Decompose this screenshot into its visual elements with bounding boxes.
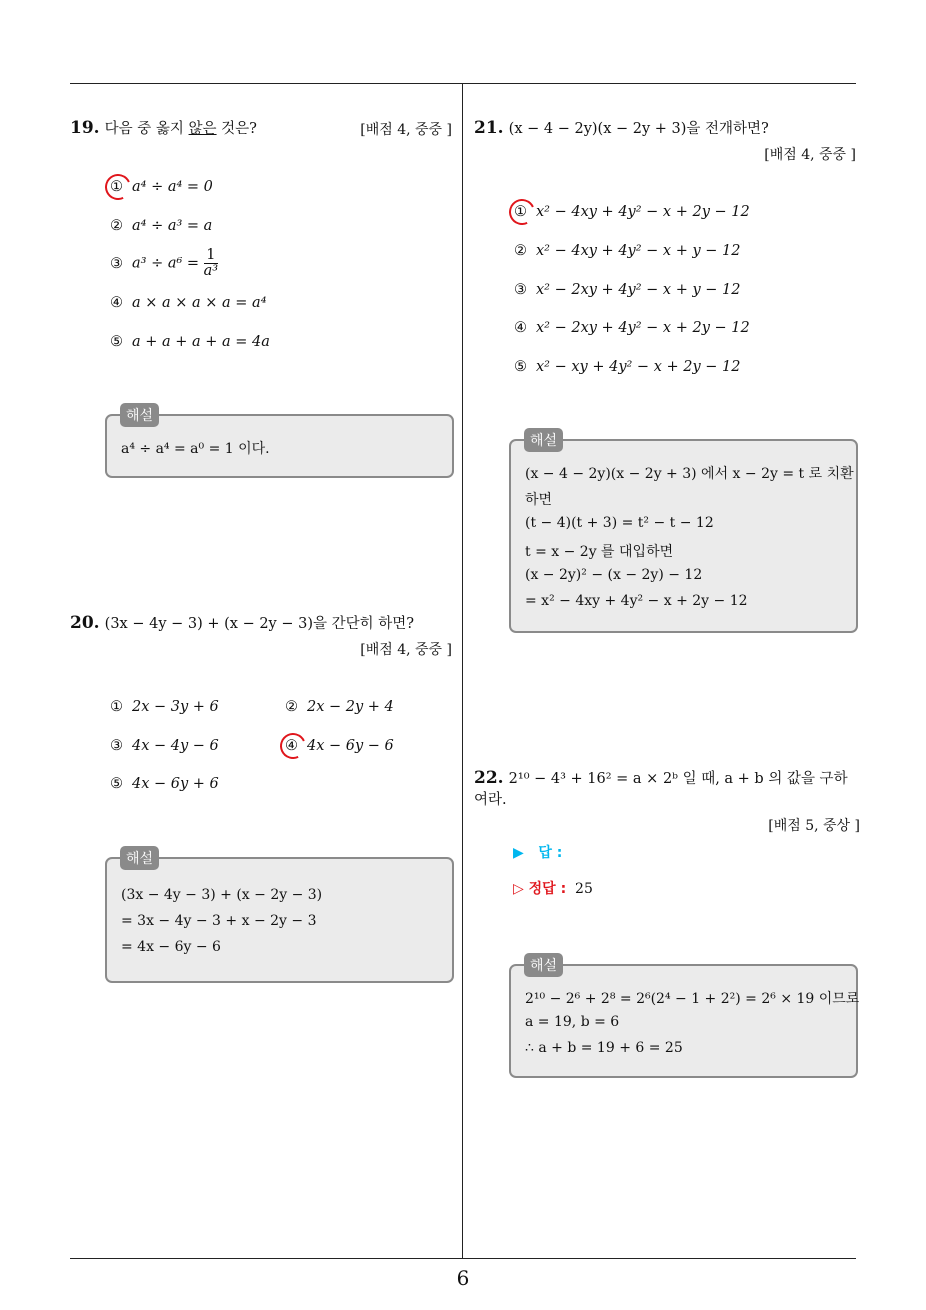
q19-option-1[interactable]: ① a⁴ ÷ a⁴ = 0: [110, 179, 213, 195]
q20-explanation-box: [105, 857, 454, 983]
option-marker: ④: [110, 295, 123, 311]
option-marker: ④: [514, 320, 527, 336]
option-marker: ⑤: [110, 776, 123, 792]
option-marker: ②: [110, 218, 123, 234]
correct-answer-value: 25: [575, 881, 593, 897]
option-marker: ②: [285, 699, 298, 715]
question-text: (3x − 4y − 3) + (x − 2y − 3)을 간단히 하면?: [104, 616, 415, 632]
explanation-line: 하면: [525, 492, 553, 508]
explanation-line: ∴ a + b = 19 + 6 = 25: [525, 1040, 683, 1056]
score-meta: [배점 5, 중상 ]: [768, 818, 860, 834]
q20-option-1[interactable]: ① 2x − 3y + 6: [110, 699, 219, 715]
explanation-line: a⁴ ÷ a⁴ = a⁰ = 1 이다.: [121, 441, 270, 457]
score-meta: [배점 4, 중중 ]: [764, 147, 856, 163]
explanation-line: (x − 4 − 2y)(x − 2y + 3) 에서 x − 2y = t 로 치환: [525, 466, 854, 482]
explanation-tag: 해설: [120, 403, 159, 427]
question-text: (x − 4 − 2y)(x − 2y + 3)을 전개하면?: [508, 121, 769, 137]
q21-header: [474, 117, 856, 164]
q22-explanation-box: [509, 964, 858, 1078]
option-marker: ①: [110, 699, 123, 715]
q19-option-3[interactable]: ③ a³ ÷ a⁶ = $\frac{1}{\text{a³}}$: [110, 247, 219, 279]
top-rule: [70, 83, 856, 84]
explanation-line: = x² − 4xy + 4y² − x + 2y − 12: [525, 593, 748, 609]
score-meta: [배점 4, 중중 ]: [360, 642, 452, 658]
q19-header: [70, 117, 452, 138]
q20-option-2[interactable]: ② 2x − 2y + 4: [285, 699, 394, 715]
explanation-tag: 해설: [120, 846, 159, 870]
q22-header: [474, 767, 860, 835]
selected-circle-mark: [505, 195, 538, 228]
explanation-line: 2¹⁰ − 2⁶ + 2⁸ = 2⁶(2⁴ − 1 + 2²) = 2⁶ × 19 이므로: [525, 991, 860, 1007]
question-text: 2¹⁰ − 4³ + 16² = a × 2ᵇ 일 때, a + b 의 값을 구하여라.: [474, 771, 848, 808]
option-marker: ①: [514, 204, 536, 220]
q21-option-2[interactable]: ② x² − 4xy + 4y² − x + y − 12: [514, 243, 741, 259]
correct-answer-label: ▷ 정답 : 25: [513, 881, 593, 897]
fraction: $\frac{1}{\text{a³}}$: [203, 247, 219, 279]
question-text: 다음 중 옳지 않은 것은?: [104, 121, 257, 137]
page-number: 6: [456, 1266, 470, 1290]
explanation-line: (3x − 4y − 3) + (x − 2y − 3): [121, 887, 323, 903]
question-number: 19.: [70, 118, 100, 138]
explanation-line: a = 19, b = 6: [525, 1014, 620, 1030]
explanation-line: (t − 4)(t + 3) = t² − t − 12: [525, 515, 714, 531]
q21-option-4[interactable]: ④ x² − 2xy + 4y² − x + 2y − 12: [514, 320, 750, 336]
option-marker: ②: [514, 243, 527, 259]
score-meta: [배점 4, 중중 ]: [360, 122, 452, 138]
selected-circle-mark: [101, 170, 134, 203]
q21-option-3[interactable]: ③ x² − 2xy + 4y² − x + y − 12: [514, 282, 741, 298]
q20-option-4[interactable]: ④ 4x − 6y − 6: [285, 738, 394, 754]
option-marker: ④: [285, 738, 307, 754]
selected-circle-mark: [276, 729, 309, 762]
q21-option-5[interactable]: ⑤ x² − xy + 4y² − x + 2y − 12: [514, 359, 741, 375]
q20-option-5[interactable]: ⑤ 4x − 6y + 6: [110, 776, 219, 792]
option-marker: ⑤: [110, 334, 123, 350]
q19-option-5[interactable]: ⑤ a + a + a + a = 4a: [110, 334, 270, 350]
q19-option-4[interactable]: ④ a × a × a × a = a⁴: [110, 295, 267, 311]
explanation-line: = 3x − 4y − 3 + x − 2y − 3: [121, 913, 317, 929]
q20-option-3[interactable]: ③ 4x − 4y − 6: [110, 738, 219, 754]
explanation-line: = 4x − 6y − 6: [121, 939, 221, 955]
q21-option-1[interactable]: ① x² − 4xy + 4y² − x + 2y − 12: [514, 204, 750, 220]
q21-explanation-box: [509, 439, 858, 633]
explanation-line: (x − 2y)² − (x − 2y) − 12: [525, 567, 703, 583]
explanation-tag: 해설: [524, 428, 563, 452]
question-number: 22.: [474, 768, 504, 788]
q20-header: [70, 612, 452, 659]
option-marker: ③: [110, 738, 123, 754]
option-marker: ①: [110, 179, 132, 195]
q19-option-2[interactable]: ② a⁴ ÷ a³ = a: [110, 218, 213, 234]
bottom-rule: [70, 1258, 856, 1259]
option-marker: ③: [514, 282, 527, 298]
explanation-line: t = x − 2y 를 대입하면: [525, 544, 674, 560]
question-number: 20.: [70, 613, 100, 633]
answer-input-label[interactable]: ▶ 답 :: [513, 845, 563, 861]
question-number: 21.: [474, 118, 504, 138]
option-marker: ③: [110, 255, 123, 272]
column-divider: [462, 84, 463, 1258]
explanation-tag: 해설: [524, 953, 563, 977]
option-marker: ⑤: [514, 359, 527, 375]
